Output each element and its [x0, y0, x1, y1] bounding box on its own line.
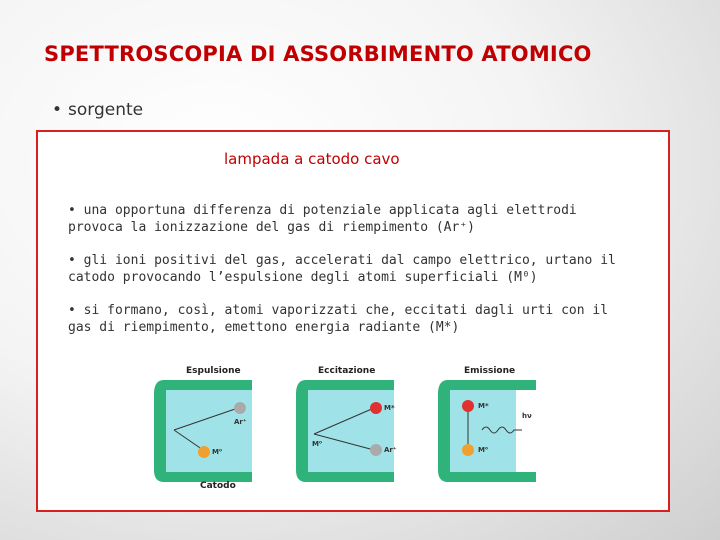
excited-sphere-2 — [462, 400, 474, 412]
atom-sphere-2 — [462, 444, 474, 456]
content-box — [36, 130, 670, 512]
panel-espulsione-footer: Catodo — [200, 481, 236, 491]
slide-title: SPETTROSCOPIA DI ASSORBIMENTO ATOMICO — [44, 42, 592, 66]
label-hv: hν — [522, 412, 532, 420]
label-m0-3: M⁰ — [478, 446, 489, 454]
bullet-sorgente — [52, 100, 143, 120]
panel-espulsione — [146, 360, 252, 492]
label-m0-2: M⁰ — [312, 440, 323, 448]
ion-sphere-2 — [370, 444, 382, 456]
atom-sphere — [198, 446, 210, 458]
paragraph-3: • si formano, così, atomi vaporizzati che, eccitati dagli urti con il gas di riempimento, emettono energia radiante (M*) — [68, 303, 609, 335]
panel-espulsione-title: Espulsione — [186, 366, 241, 376]
panel-emissione-title: Emissione — [464, 366, 516, 376]
label-m0: M⁰ — [212, 448, 223, 456]
panel-emissione — [430, 360, 536, 492]
label-mstar-2: M* — [478, 402, 489, 410]
bullet-dot: • — [52, 100, 63, 120]
ion-sphere — [234, 402, 246, 414]
bullet-text: sorgente — [68, 100, 144, 120]
paragraph-2: • gli ioni positivi del gas, accelerati dal campo elettrico, urtano il catodo provocando l’espulsione degli atomi superficiali (M⁰) — [68, 253, 616, 285]
label-ar: Ar⁺ — [234, 418, 247, 426]
box-heading: lampada a catodo cavo — [224, 150, 400, 168]
label-mstar: M* — [384, 404, 395, 412]
excited-sphere — [370, 402, 382, 414]
label-ar-2: Ar⁺ — [384, 446, 397, 454]
panel-eccitazione-title: Eccitazione — [318, 366, 376, 376]
paragraph-1: • una opportuna differenza di potenziale applicata agli elettrodi provoca la ionizzazione del gas di riempimento (Ar⁺) — [68, 203, 577, 235]
panel-eccitazione — [288, 360, 397, 492]
